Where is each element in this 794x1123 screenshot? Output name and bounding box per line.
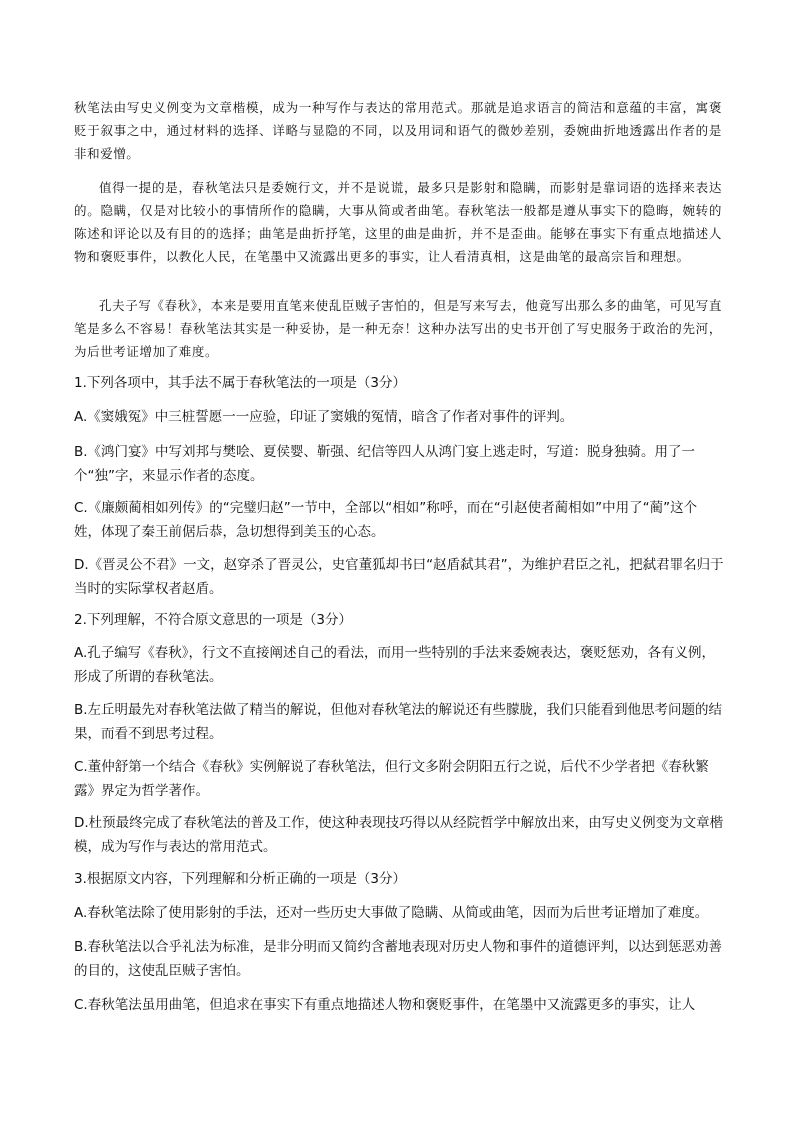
question-2-option-a: A.孔子编写《春秋》，行文不直接阐述自己的看法，而用一些特别的手法来委婉表达，褒贬惩劝，各有义例，形成了所谓的春秋笔法。 — [74, 645, 716, 685]
passage-text: 值得一提的是，春秋笔法只是委婉行文，并不是说谎，最多只是影射和隐瞒，而影射是靠词语的选择来表达的。隐瞒，仅是对比较小的事情所作的隐瞒，大事从简或者曲笔。春秋笔法一般都是遵从事实下的隐晦，婉转的陈述和评论以及有目的的选择；曲笔是曲折抒笔，这里的曲是曲折，并不是歪曲。能够在事实下有重点地描述人物和褒贬事件，以教化人民，在笔墨中又流露出更多的事实，让人看清真相，这是曲笔的最高宗旨和理想。 — [74, 180, 722, 264]
passage-paragraph-1 — [74, 96, 722, 165]
question-2-stem: 2.下列理解，不符合原文意思的一项是（3分） — [74, 612, 352, 628]
question-3-option-a: A.春秋笔法除了使用影射的手法，还对一些历史大事做了隐瞒、从简或曲笔，因而为后世考证增加了难度。 — [74, 905, 709, 921]
question-1-stem: 1.下列各项中，其手法不属于春秋笔法的一项是（3分） — [74, 375, 406, 391]
question-1-option-d: D.《晋灵公不君》一文，赵穿杀了晋灵公，史官董狐却书曰“赵盾弑其君”，为维护君臣之礼，把弑君罪名归于当时的实际掌权者赵盾。 — [74, 557, 724, 597]
question-1-option-b: B.《鸿门宴》中写刘邦与樊哙、夏侯婴、靳强、纪信等四人从鸿门宴上逃走时，写道：脱身独骑。用了一个“独”字，来显示作者的态度。 — [74, 444, 696, 484]
question-2-option-d: D.杜预最终完成了春秋笔法的普及工作，使这种表现技巧得以从经院哲学中解放出来，由写史义例变为文章楷模，成为写作与表达的常用范式。 — [74, 815, 724, 855]
question-3-stem: 3.根据原文内容，下列理解和分析正确的一项是（3分） — [74, 871, 406, 887]
question-2-option-c: C.董仲舒第一个结合《春秋》实例解说了春秋笔法，但行文多附会阴阳五行之说，后代不少学者把《春秋繁露》界定为哲学著作。 — [74, 759, 709, 799]
passage-paragraph-3 — [74, 294, 722, 363]
question-2-option-b: B.左丘明最先对春秋笔法做了精当的解说，但他对春秋笔法的解说还有些朦胧，我们只能看到他思考问题的结果，而看不到思考过程。 — [74, 702, 723, 742]
question-1-option-a: A.《窦娥冤》中三桩誓愿一一应验，印证了窦娥的冤情，暗含了作者对事件的评判。 — [74, 409, 574, 425]
passage-text: 孔夫子写《春秋》，本来是要用直笔来使乱臣贼子害怕的，但是写来写去，他竟写出那么多的曲笔，可见写直笔是多么不容易！春秋笔法其实是一种妥协，是一种无奈！这种办法写出的史书开创了写史服务于政治的先河，为后世考证增加了难度。 — [74, 298, 722, 359]
question-3-option-c: C.春秋笔法虽用曲笔，但追求在事实下有重点地描述人物和褒贬事件，在笔墨中又流露更多的事实，让人 — [74, 997, 696, 1013]
question-1-option-c: C.《廉颇蔺相如列传》的“完璧归赵”一节中，全部以“相如”称呼，而在“引赵使者蔺相如”中用了“蔺”这个姓，体现了秦王前倨后恭，急切想得到美玉的心态。 — [74, 500, 698, 540]
question-3-option-b: B.春秋笔法以合乎礼法为标准，是非分明而又简约含蓄地表现对历史人物和事件的道德评判，以达到惩恶劝善的目的，这使乱臣贼子害怕。 — [74, 939, 723, 979]
passage-paragraph-2 — [74, 176, 722, 268]
passage-text: 秋笔法由写史义例变为文章楷模，成为一种写作与表达的常用范式。那就是追求语言的简洁和意蕴的丰富，寓褒贬于叙事之中，通过材料的选择、详略与显隐的不同，以及用词和语气的微妙差别，委婉曲折地透露出作者的是非和爱憎。 — [74, 100, 722, 161]
